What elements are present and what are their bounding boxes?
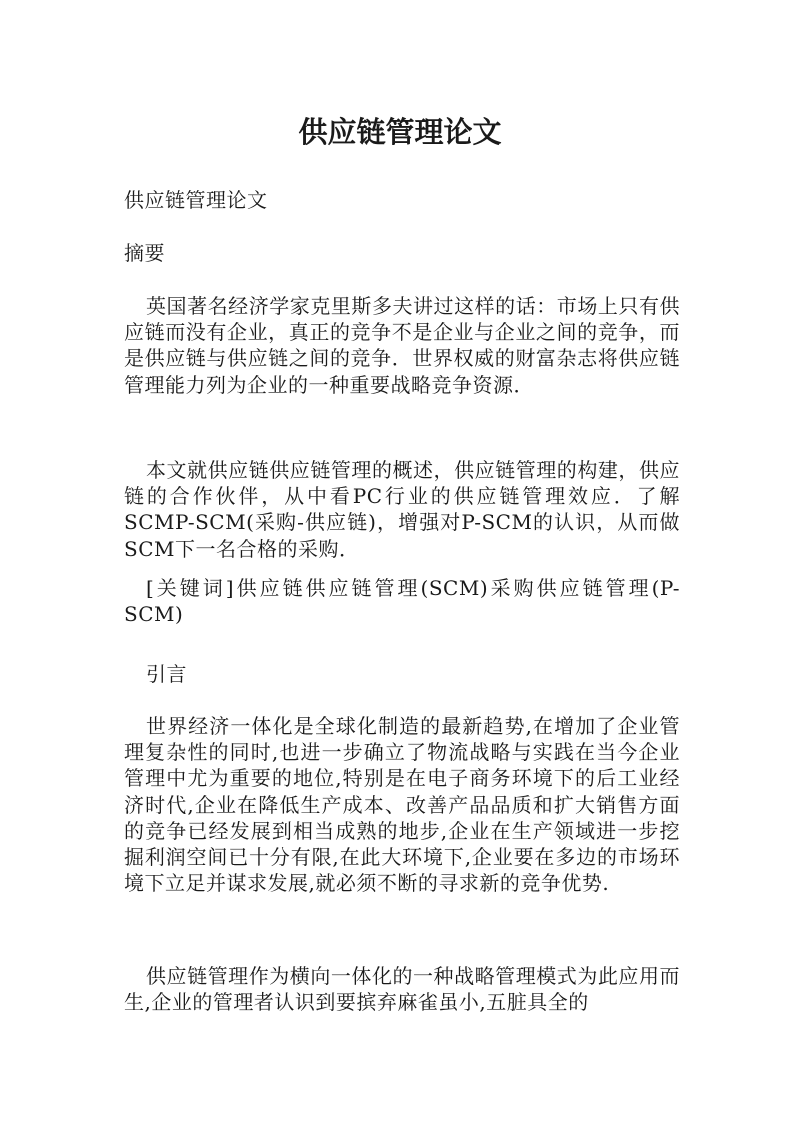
abstract-paragraph-2: 本文就供应链供应链管理的概述，供应链管理的构建，供应链的合作伙伴，从中看PC行业的供应链管理效应．了解SCMP-SCM(采购-供应链)，增强对P-SCM的认识，从而做SCM下一名合格的采购．: [124, 458, 680, 561]
intro-paragraph-2: 供应链管理作为横向一体化的一种战略管理模式为此应用而生,企业的管理者认识到要摈弃麻雀虽小,五脏具全的: [124, 964, 680, 1015]
intro-heading: 引言: [146, 662, 187, 686]
intro-paragraph-1: 世界经济一体化是全球化制造的最新趋势,在增加了企业管理复杂性的同时,也进一步确立了物流战略与实践在当今企业管理中尤为重要的地位,特别是在电子商务环境下的后工业经济时代,企业在降低生产成本、改善产品品质和扩大销售方面的竞争已经发展到相当成熟的地步,企业在生产领域进一步挖掘利润空间已十分有限,在此大环境下,企业要在多边的市场环境下立足并谋求发展,就必须不断的寻求新的竞争优势.: [124, 714, 680, 896]
abstract-paragraph-1: 英国著名经济学家克里斯多夫讲过这样的话：市场上只有供应链而没有企业，真正的竞争不是企业与企业之间的竞争，而是供应链与供应链之间的竞争．世界权威的财富杂志将供应链管理能力列为企业的一种重要战略竞争资源．: [124, 294, 680, 397]
abstract-heading: 摘要: [124, 241, 165, 265]
document-title: 供应链管理论文: [298, 115, 502, 149]
document-subtitle: 供应链管理论文: [124, 188, 268, 212]
keywords-paragraph: [关键词]供应链供应链管理(SCM)采购供应链管理(P-SCM): [124, 576, 680, 627]
